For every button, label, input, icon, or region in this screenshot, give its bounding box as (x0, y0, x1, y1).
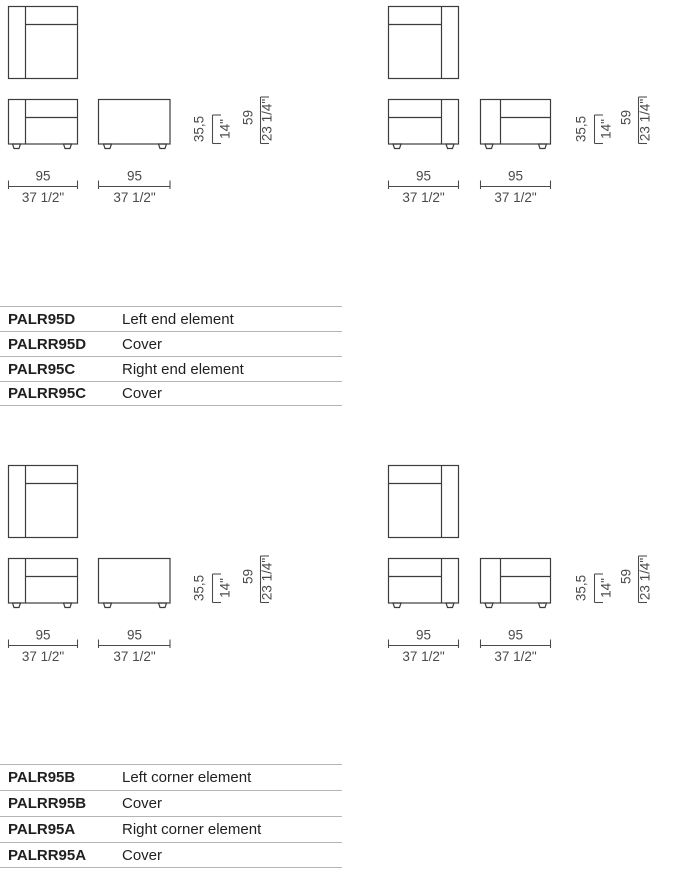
front-view (9, 100, 78, 149)
seat-height-cm-label: 35,5 (573, 574, 589, 602)
width-in-label: 37 1/2" (113, 649, 156, 664)
product-description: Right corner element (122, 821, 262, 838)
product-description: Cover (122, 846, 163, 864)
top-view-outline (9, 466, 78, 538)
top-view-outline (9, 7, 78, 79)
front-view-outline (9, 559, 78, 604)
right-end-element-figure (380, 0, 678, 212)
rear-view-outline (481, 100, 551, 145)
foot (13, 144, 21, 149)
top-view-outline (389, 7, 459, 79)
width-cm-label: 95 (507, 627, 524, 643)
width-cm-label: 95 (35, 627, 51, 643)
width-in-label: 37 1/2" (494, 649, 537, 664)
end-elements-table (0, 306, 342, 406)
seat-height-cm-label: 35,5 (573, 115, 589, 143)
seat-height-cm-label: 35,5 (191, 115, 207, 143)
foot (104, 144, 112, 149)
width-dimensions (9, 169, 171, 206)
overall-height-cm-label: 59 (240, 109, 256, 126)
foot (159, 603, 167, 608)
table-row (0, 816, 342, 842)
width-cm-label: 95 (415, 627, 432, 643)
overall-height-in-label: 23 1/4" (637, 557, 653, 601)
overall-height-in-label: 23 1/4" (637, 98, 653, 142)
width-cm-label: 95 (126, 627, 143, 643)
seat-height-in-label: 14" (598, 119, 614, 139)
product-description: Cover (122, 335, 163, 353)
front-view (389, 559, 459, 608)
product-code: PALR95B (8, 769, 76, 786)
right-corner-element-figure (380, 459, 678, 671)
overall-height-cm-label: 59 (618, 568, 634, 585)
width-dimensions (389, 628, 551, 665)
table-row (0, 842, 342, 868)
height-dimensions (192, 97, 275, 144)
product-code: PALR95A (8, 821, 76, 838)
product-code: PALR95D (8, 310, 76, 328)
foot (539, 603, 547, 608)
product-description: Left end element (122, 310, 234, 328)
seat-height-in-label: 14" (598, 578, 614, 598)
foot (104, 603, 112, 608)
overall-height-cm-label: 59 (240, 568, 256, 585)
product-code: PALRR95A (8, 846, 87, 864)
top-view (9, 466, 78, 538)
product-description: Right end element (122, 360, 244, 378)
width-cm-label: 95 (507, 168, 524, 184)
table-row (0, 331, 342, 356)
foot (13, 603, 21, 608)
corner-elements-table (0, 764, 342, 868)
table-row (0, 764, 342, 790)
left-end-element-figure (0, 0, 298, 212)
width-cm-label: 95 (415, 168, 432, 184)
rear-view (481, 559, 551, 608)
top-view-outline (389, 466, 459, 538)
front-view (9, 559, 78, 608)
table-row (0, 790, 342, 816)
width-in-label: 37 1/2" (21, 190, 65, 205)
foot (485, 603, 493, 608)
foot (64, 603, 72, 608)
width-cm-label: 95 (35, 168, 51, 184)
width-in-label: 37 1/2" (402, 649, 445, 664)
width-cm-label: 95 (126, 168, 143, 184)
rear-view (99, 559, 171, 608)
rear-view (481, 100, 551, 149)
foot (64, 144, 72, 149)
left-corner-element-figure (0, 459, 298, 671)
rear-view-outline (99, 559, 171, 604)
foot (539, 144, 547, 149)
width-in-label: 37 1/2" (494, 190, 537, 205)
foot (393, 144, 401, 149)
product-code: PALRR95D (8, 335, 87, 353)
rear-view-outline (481, 559, 551, 604)
front-view (389, 100, 459, 149)
overall-height-cm-label: 59 (618, 109, 634, 126)
width-in-label: 37 1/2" (402, 190, 445, 205)
foot (393, 603, 401, 608)
front-view-outline (389, 100, 459, 145)
product-code: PALR95C (8, 360, 76, 378)
product-code: PALRR95C (8, 385, 87, 402)
table-row (0, 306, 342, 331)
front-view-outline (9, 100, 78, 145)
overall-height-in-label: 23 1/4" (259, 98, 275, 142)
rear-view-outline (99, 100, 171, 145)
rear-view (99, 100, 171, 149)
seat-height-in-label: 14" (217, 578, 233, 598)
width-dimensions (389, 169, 551, 206)
foot (446, 603, 454, 608)
overall-height-in-label: 23 1/4" (259, 557, 275, 601)
front-view-outline (389, 559, 459, 604)
seat-height-in-label: 14" (217, 119, 233, 139)
table-row (0, 356, 342, 381)
top-view (389, 466, 459, 538)
seat-height-cm-label: 35,5 (191, 574, 207, 602)
top-view (389, 7, 459, 79)
height-dimensions (574, 97, 653, 144)
foot (485, 144, 493, 149)
table-row (0, 381, 342, 406)
top-view (9, 7, 78, 79)
height-dimensions (192, 556, 275, 603)
product-description: Cover (122, 795, 163, 812)
product-code: PALRR95B (8, 795, 87, 812)
foot (159, 144, 167, 149)
product-description: Left corner element (122, 769, 252, 786)
width-in-label: 37 1/2" (113, 190, 156, 205)
width-dimensions (9, 628, 171, 665)
height-dimensions (574, 556, 653, 603)
width-in-label: 37 1/2" (21, 649, 65, 664)
product-description: Cover (122, 385, 163, 402)
foot (446, 144, 454, 149)
